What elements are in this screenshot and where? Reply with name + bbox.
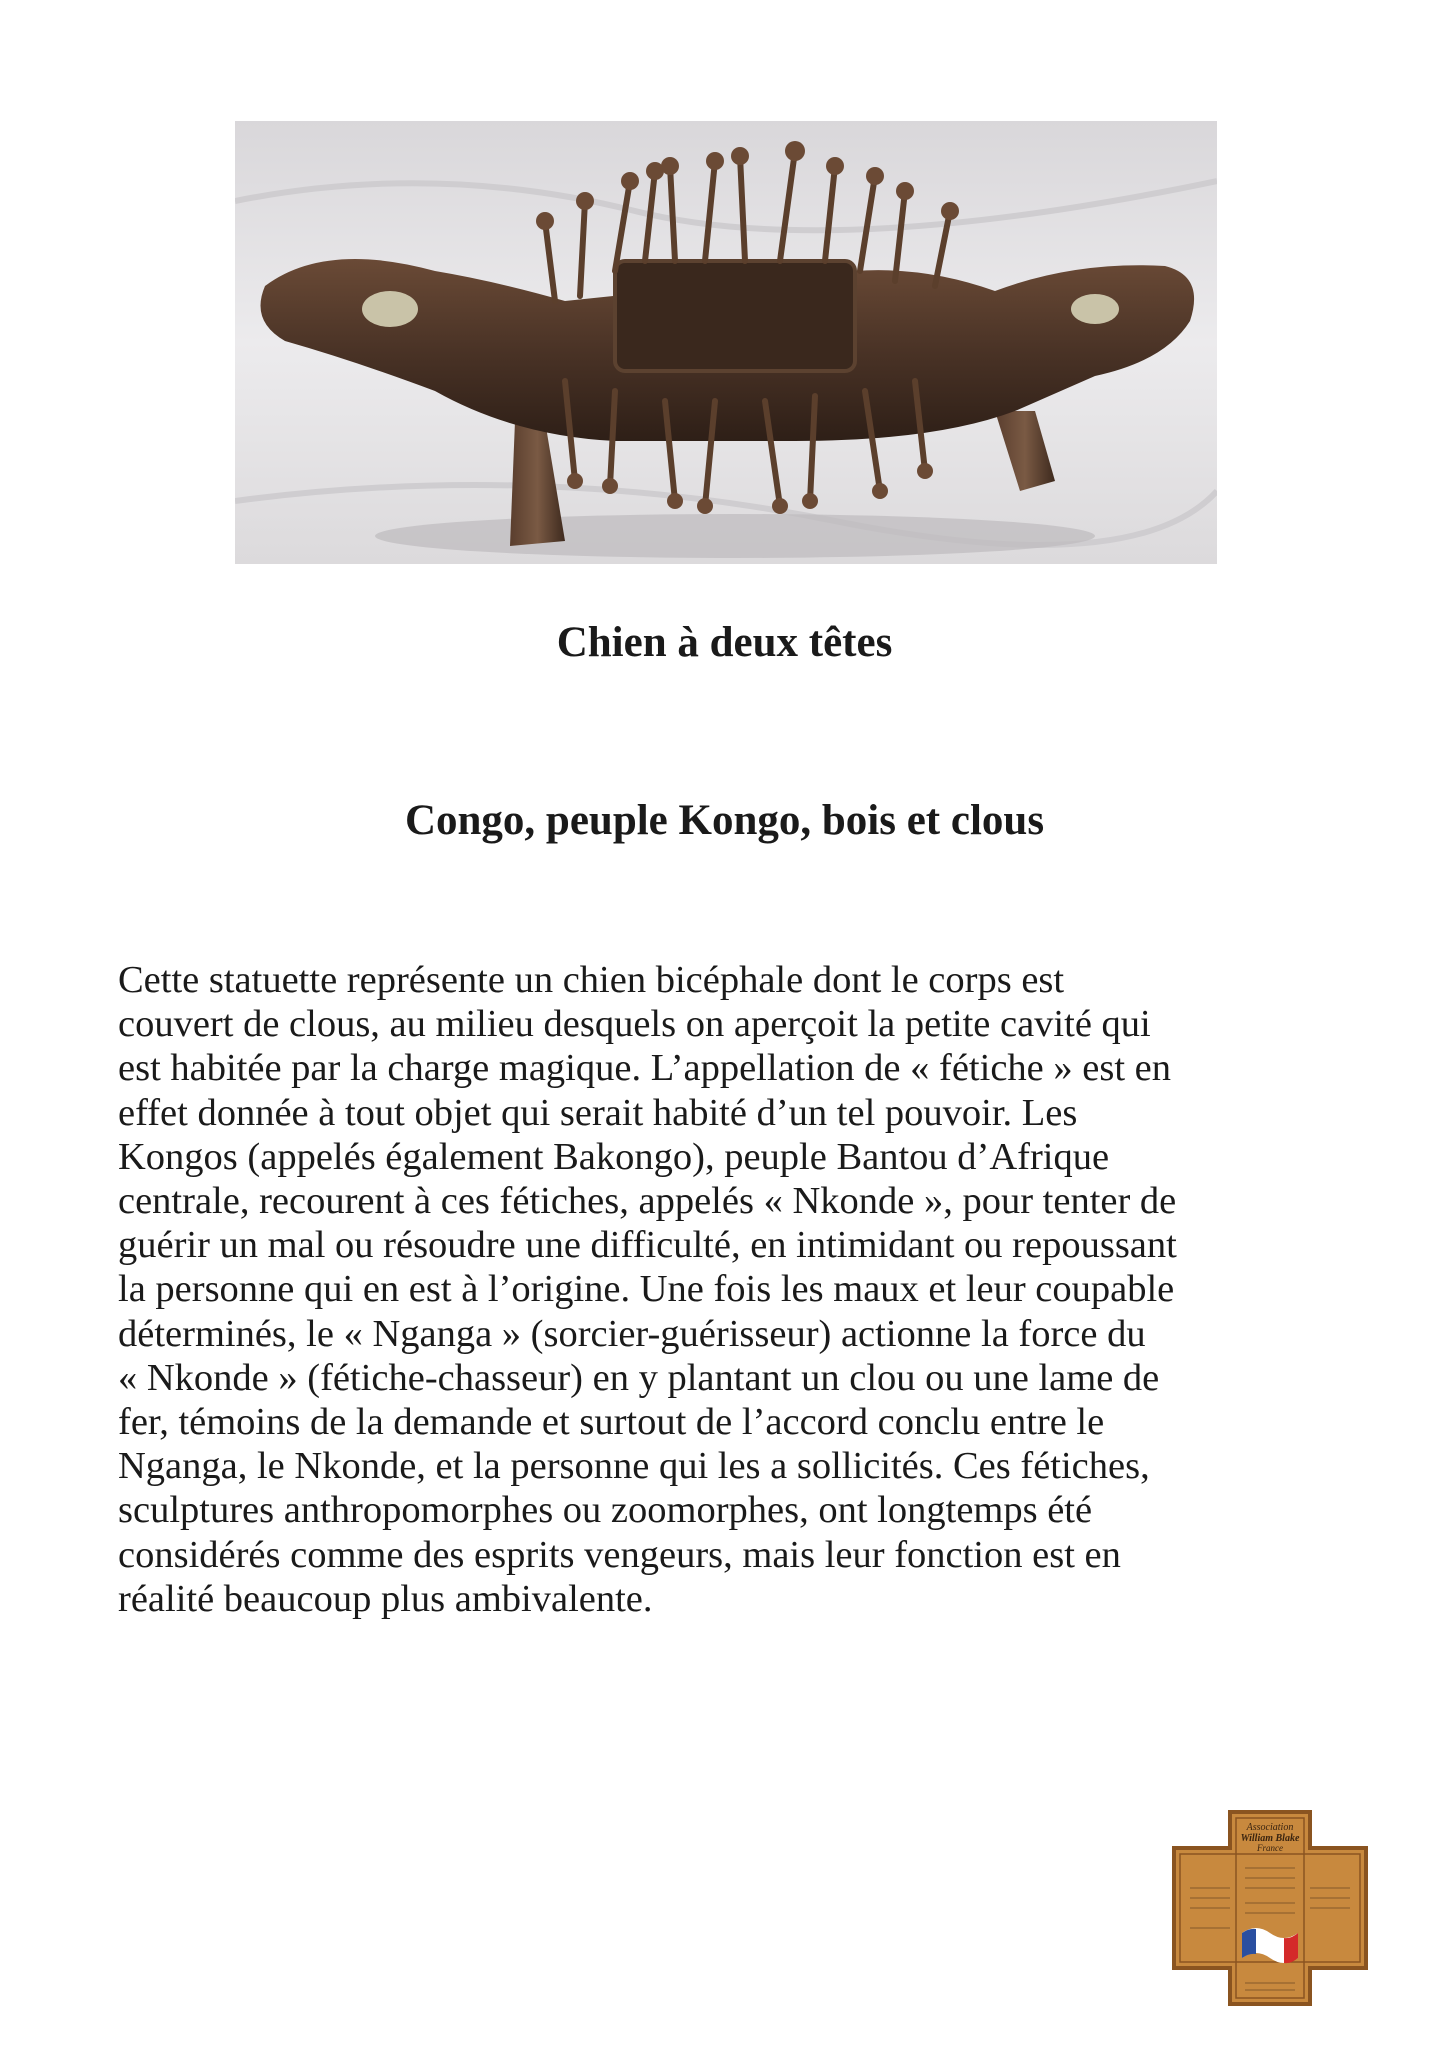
paragraph-line: déterminés, le « Nganga » (sorcier-guérisseur) actionne la force du — [118, 1312, 1146, 1355]
stamp-line-2: William Blake — [1240, 1833, 1300, 1844]
two-headed-dog-statue-image — [235, 121, 1217, 564]
description-paragraph — [118, 958, 1338, 1621]
document-subtitle: Congo, peuple Kongo, bois et clous — [404, 797, 1045, 844]
paragraph-line: Cette statuette représente un chien bicéphale dont le corps est — [118, 959, 1065, 1001]
document-title: Chien à deux têtes — [556, 619, 893, 666]
paragraph-line: est habitée par la charge magique. L’appellation de « fétiche » est en — [118, 1047, 1171, 1090]
stamp-graphic — [1170, 1808, 1370, 2008]
paragraph-line: couvert de clous, au milieu desquels on aperçoit la petite cavité qui — [118, 1003, 1151, 1046]
paragraph-line: guérir un mal ou résoudre une difficulté, en intimidant ou repoussant — [118, 1224, 1177, 1267]
paragraph-line: effet donnée à tout objet qui serait habité d’un tel pouvoir. Les — [118, 1091, 1078, 1134]
paragraph-line: considérés comme des esprits vengeurs, mais leur fonction est en — [118, 1533, 1121, 1576]
paragraph-line: « Nkonde » (fétiche-chasseur) en y plantant un clou ou une lame de — [118, 1356, 1160, 1399]
paragraph-line: réalité beaucoup plus ambivalente. — [118, 1577, 653, 1620]
paragraph-line: Kongos (appelés également Bakongo), peuple Bantou d’Afrique — [118, 1135, 1110, 1178]
paragraph-line: Nganga, le Nkonde, et la personne qui les a sollicités. Ces fétiches, — [118, 1445, 1150, 1488]
paragraph-line: centrale, recourent à ces fétiches, appelés « Nkonde », pour tenter de — [118, 1180, 1177, 1223]
association-stamp-logo — [1170, 1808, 1370, 2008]
paragraph-line: sculptures anthropomorphes ou zoomorphes, ont longtemps été — [118, 1489, 1093, 1532]
paragraph-line: fer, témoins de la demande et surtout de l’accord conclu entre le — [118, 1401, 1105, 1444]
statue-photo — [235, 121, 1217, 564]
stamp-line-1: Association — [1246, 1822, 1294, 1833]
paragraph-line: la personne qui en est à l’origine. Une fois les maux et leur coupable — [118, 1268, 1175, 1311]
stamp-line-3: France — [1257, 1843, 1283, 1853]
